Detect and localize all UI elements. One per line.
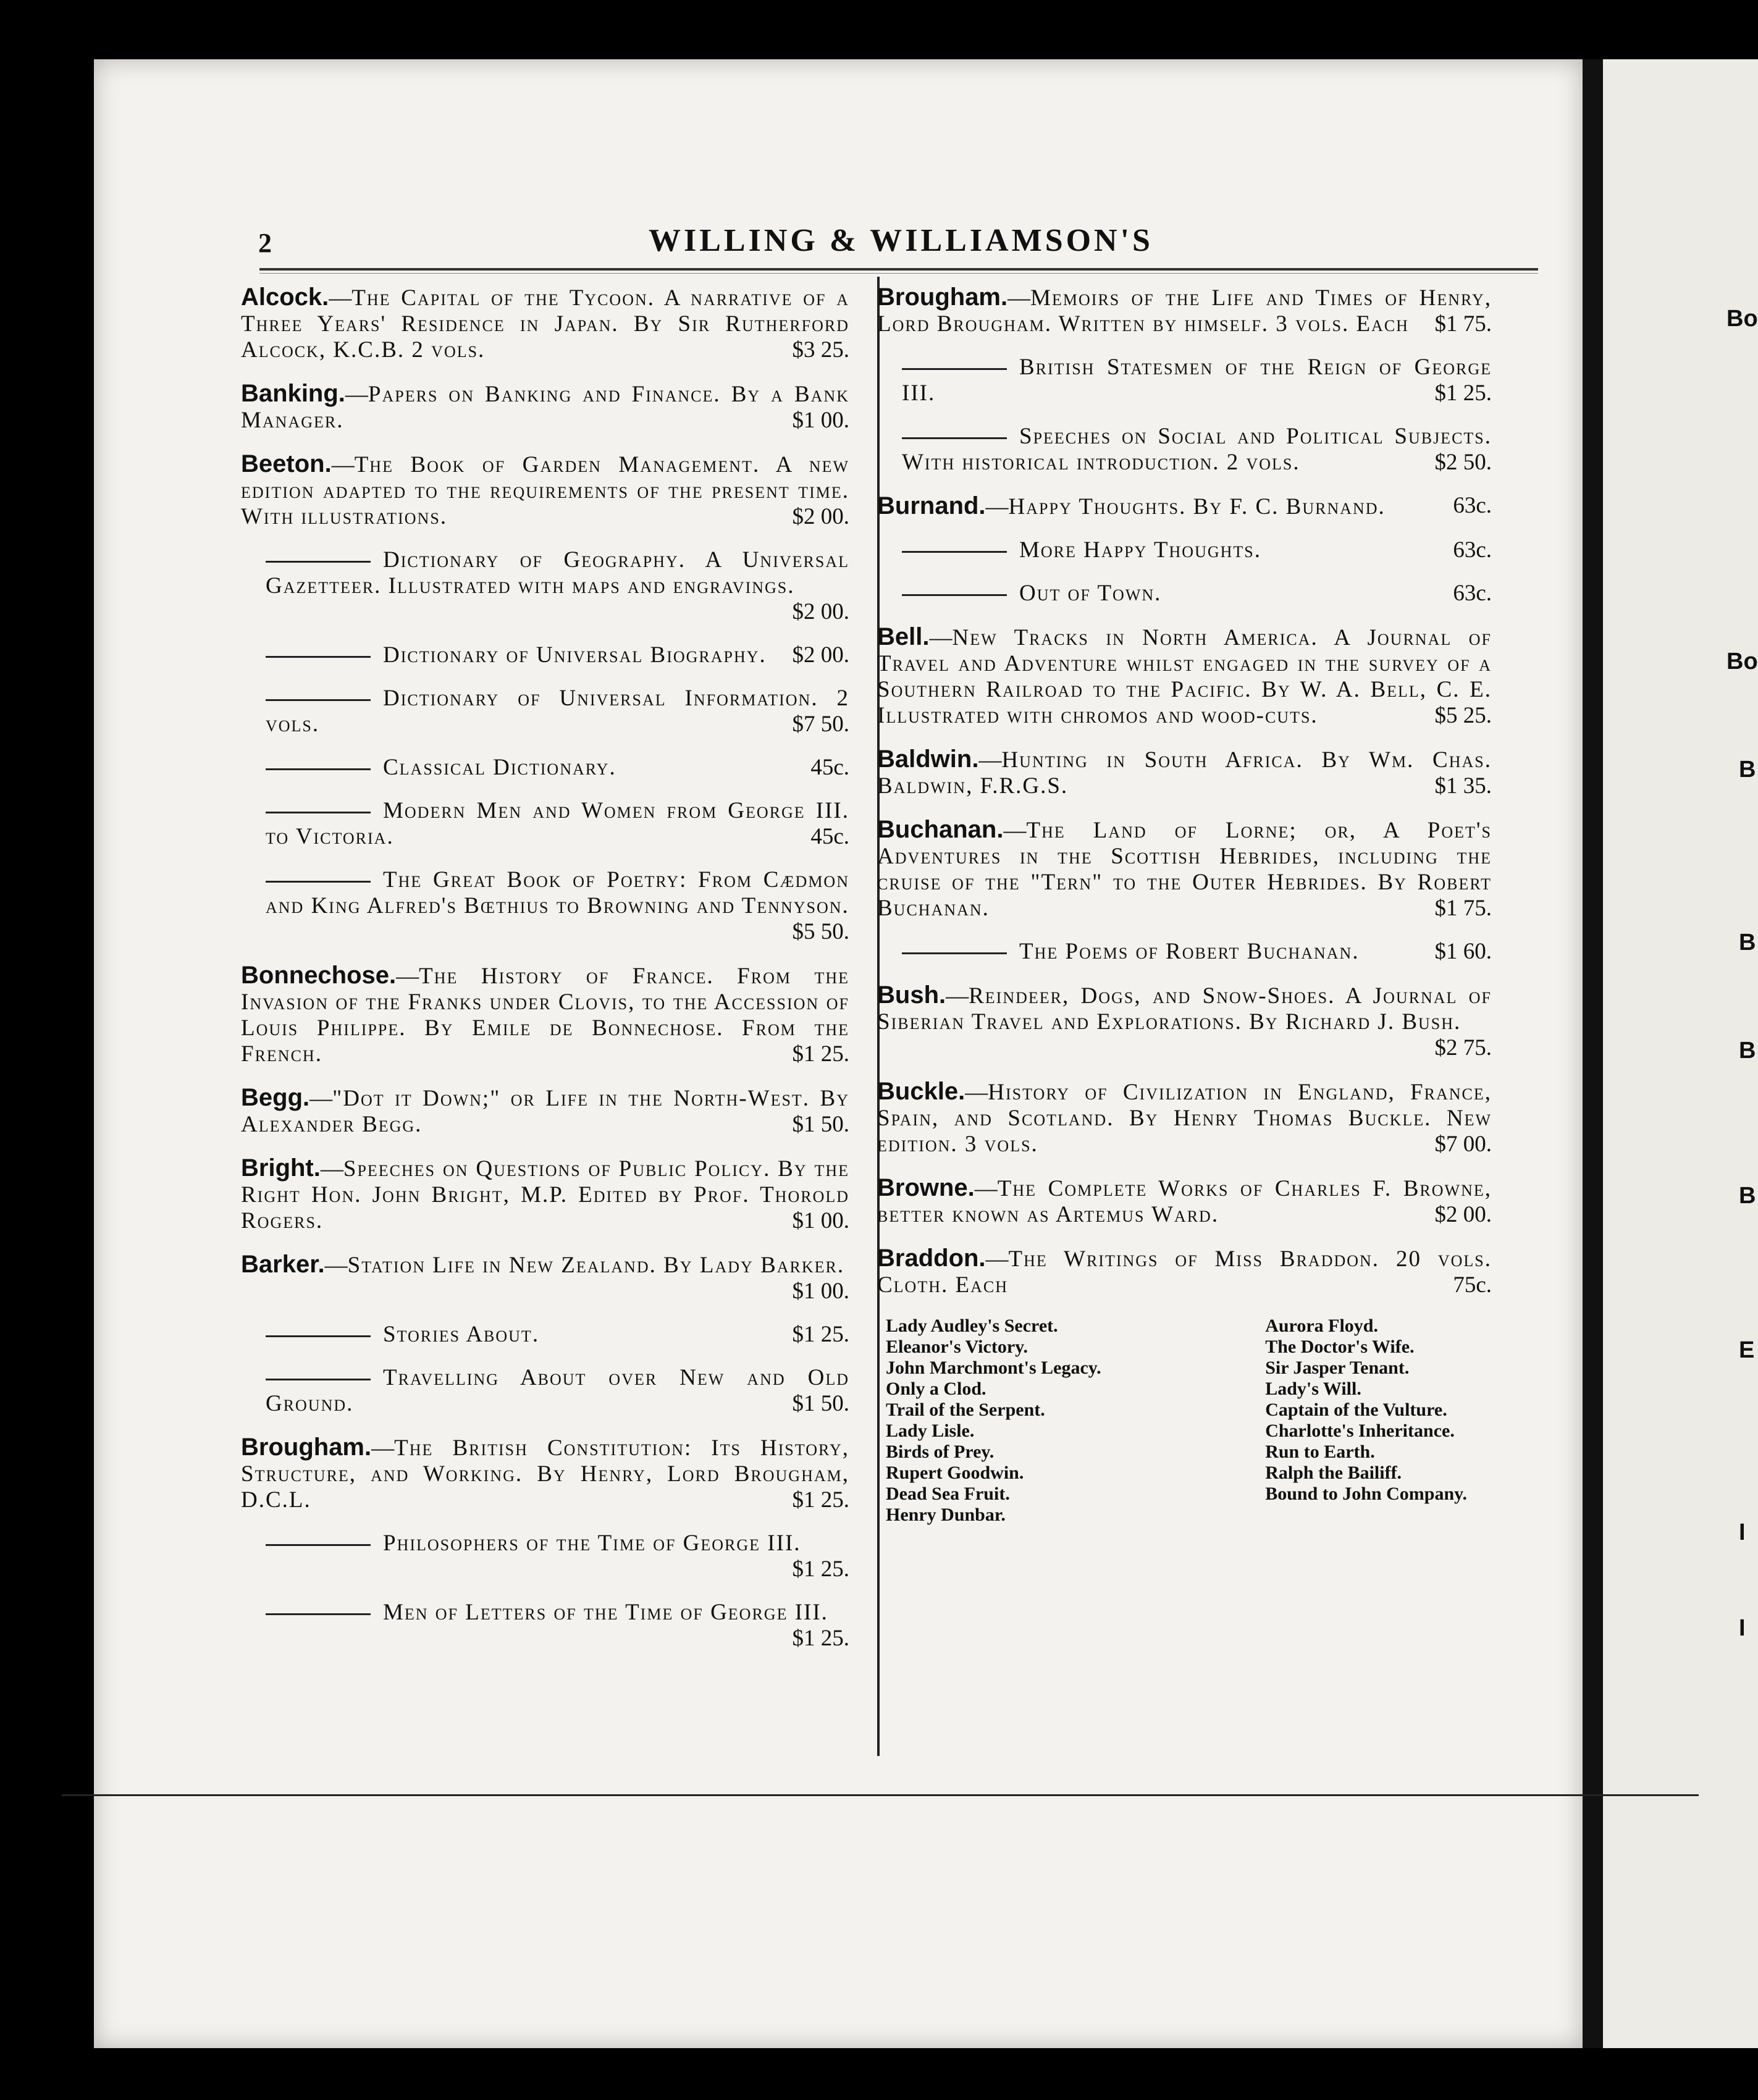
entry-separator: — [345, 382, 368, 407]
entry-price: $2 75. [1434, 1035, 1492, 1060]
entry-text: "Dot it Down;" or Life in the North-West. By Alexander Begg. [241, 1086, 849, 1137]
entry-author: Begg. [241, 1084, 310, 1111]
entry-text: The Complete Works of Charles F. Browne, better known as Artemus Ward. [877, 1176, 1492, 1227]
catalog-entry [877, 424, 1492, 476]
book-spine-shadow [1583, 59, 1603, 2048]
entry-separator: — [974, 1176, 998, 1201]
entry-author: Baldwin. [877, 746, 979, 773]
entry-price: $1 50. [792, 1112, 849, 1137]
catalog-entry [877, 624, 1492, 729]
entry-author: Bell. [877, 623, 930, 650]
entry-author: Bright. [241, 1154, 321, 1182]
novel-title: Rupert Goodwin. [886, 1463, 1024, 1483]
entry-text: Classical Dictionary. [383, 755, 616, 780]
novel-title: Bound to John Company. [1265, 1484, 1467, 1504]
entry-text: British Statesmen of the Reign of George III. [902, 355, 1492, 406]
entry-text: Out of Town. [1019, 581, 1162, 606]
facing-page-letter: Bo [1726, 649, 1758, 674]
catalog-entry [877, 1078, 1492, 1157]
catalog-entry [241, 1322, 849, 1348]
facing-page-edge [1603, 59, 1758, 2048]
entry-price: $2 00. [1434, 1202, 1492, 1227]
right-column [877, 284, 1492, 1526]
entry-price: 45c. [810, 824, 849, 849]
novel-title: Lady's Will. [1265, 1379, 1361, 1399]
entry-price: 45c. [810, 755, 849, 780]
entry-author: Brougham. [877, 284, 1008, 311]
entry-price: 63c. [1453, 493, 1492, 518]
catalog-entry [877, 982, 1492, 1061]
catalog-entry [877, 939, 1492, 965]
entry-author: Buchanan. [877, 816, 1004, 843]
ditto-rule [266, 1544, 371, 1546]
catalog-entry [877, 1175, 1492, 1228]
left-column [241, 284, 849, 1669]
novel-list-left [886, 1316, 1101, 1526]
entry-text: The History of France. From the Invasion of the Franks under Clovis, to the Accession of Louis Philippe. By Emile de Bonnechose. From the French. [241, 964, 849, 1067]
novel-title: Birds of Prey. [886, 1442, 995, 1462]
entry-text: Hunting in South Africa. By Wm. Chas. Baldwin, F.R.G.S. [877, 747, 1492, 799]
entry-author: Beeton. [241, 450, 332, 477]
entry-price: $2 50. [1434, 450, 1492, 475]
entry-price: $1 50. [792, 1391, 849, 1416]
entry-price: $1 25. [1434, 380, 1492, 406]
entry-author: Browne. [877, 1174, 975, 1201]
entry-text: Station Life in New Zealand. By Lady Barker. [347, 1253, 845, 1278]
novel-title: The Doctor's Wife. [1265, 1337, 1415, 1357]
ditto-rule [266, 881, 371, 883]
entry-text: Happy Thoughts. By F. C. Burnand. [1008, 494, 1386, 519]
entry-price: 63c. [1453, 581, 1492, 606]
catalog-entry [241, 686, 849, 737]
entry-price: $7 50. [792, 712, 849, 737]
entry-separator: — [331, 452, 355, 477]
facing-page-letter: B [1739, 757, 1756, 783]
catalog-entry [241, 1085, 849, 1138]
entry-price: $1 75. [1434, 896, 1492, 921]
catalog-entry [877, 1245, 1492, 1298]
entry-price: $5 50. [792, 919, 849, 944]
entry-separator: — [309, 1086, 333, 1111]
entry-author: Alcock. [241, 284, 329, 311]
catalog-entry [241, 1600, 849, 1652]
entry-price: $3 25. [792, 337, 849, 363]
catalog-entry [241, 1155, 849, 1234]
catalog-entry [241, 380, 849, 434]
entry-price: $1 25. [792, 1487, 849, 1513]
entry-price: $1 00. [792, 408, 849, 433]
entry-text: The Poems of Robert Buchanan. [1019, 939, 1360, 964]
catalog-entry [241, 1251, 849, 1304]
entry-author: Barker. [241, 1251, 325, 1278]
catalog-entry [241, 755, 849, 781]
entry-author: Bonnechose. [241, 962, 397, 989]
entry-text: Men of Letters of the Time of George III. [383, 1600, 828, 1625]
novel-title: Only a Clod. [886, 1379, 986, 1399]
page-number: 2 [258, 228, 272, 258]
ditto-rule [902, 551, 1007, 553]
entry-price: $7 00. [1434, 1132, 1492, 1157]
entry-price: $2 00. [792, 642, 849, 668]
entry-separator: — [985, 494, 1009, 519]
novel-title: Dead Sea Fruit. [886, 1484, 1010, 1504]
entry-text: Memoirs of the Life and Times of Henry, Lord Brougham. Written by himself. 3 vols. Each [877, 285, 1492, 337]
novel-title: Lady Lisle. [886, 1421, 975, 1441]
entry-price: $1 25. [792, 1556, 849, 1582]
facing-page-letter: B [1739, 1183, 1756, 1209]
entry-price: $5 25. [1434, 703, 1492, 728]
ditto-rule [266, 1335, 371, 1337]
entry-text: Dictionary of Geography. A Universal Gazetteer. Illustrated with maps and engravings. [266, 547, 849, 598]
ditto-rule [902, 368, 1007, 370]
entry-text: The Capital of the Tycoon. A narrative of a Three Years' Residence in Japan. By Sir Rutherford Alcock, K.C.B. 2 vols. [241, 285, 849, 363]
catalog-entry [877, 284, 1492, 337]
entry-price: $1 75. [1434, 311, 1492, 337]
facing-page-letter: B [1739, 1038, 1756, 1064]
entry-text: Speeches on Questions of Public Policy. By the Right Hon. John Bright, M.P. Edited by Prof. Thorold Rogers. [241, 1156, 849, 1233]
entry-text: History of Civilization in England, France, Spain, and Scotland. By Henry Thomas Buckle. New edition. 3 vols. [877, 1080, 1492, 1157]
novel-title: Lady Audley's Secret. [886, 1316, 1058, 1336]
catalog-entry [241, 867, 849, 945]
catalog-entry [241, 1434, 849, 1513]
entry-price: $1 00. [792, 1279, 849, 1304]
novel-title: Sir Jasper Tenant. [1265, 1358, 1410, 1378]
entry-author: Buckle. [877, 1078, 965, 1105]
ditto-rule [266, 656, 371, 658]
entry-separator: — [324, 1253, 348, 1278]
entry-text: Dictionary of Universal Information. 2 vols. [266, 686, 849, 737]
entry-separator: — [371, 1435, 395, 1461]
entry-text: The Great Book of Poetry: From Cædmon and King Alfred's Bœthius to Browning and Tennyson. [266, 867, 849, 918]
catalog-entry [877, 581, 1492, 607]
entry-price: $2 00. [792, 504, 849, 529]
entry-separator: — [320, 1156, 343, 1182]
facing-page-letter: I [1739, 1519, 1746, 1545]
header-rule [259, 268, 1538, 271]
entry-author: Banking. [241, 380, 345, 407]
entry-price: 75c. [1453, 1272, 1492, 1298]
entry-text: The Land of Lorne; or, A Poet's Adventures in the Scottish Hebrides, including the cruise of the "Tern" to the Outer Hebrides. By Robert Buchanan. [877, 818, 1492, 921]
entry-separator: — [1003, 818, 1027, 843]
novel-title: John Marchmont's Legacy. [886, 1358, 1101, 1378]
entry-author: Brougham. [241, 1434, 372, 1461]
ditto-rule [902, 437, 1007, 439]
catalog-entry [241, 547, 849, 625]
novel-title: Henry Dunbar. [886, 1505, 1006, 1525]
entry-separator: — [985, 1246, 1009, 1272]
catalog-entry [877, 817, 1492, 922]
ditto-rule [902, 952, 1007, 954]
ditto-rule [902, 594, 1007, 596]
novel-title: Trail of the Serpent. [886, 1400, 1045, 1420]
entry-author: Burnand. [877, 492, 986, 519]
entry-text: Reindeer, Dogs, and Snow-Shoes. A Journal of Siberian Travel and Explorations. By Richard J. Bush. [877, 983, 1492, 1035]
catalog-entry [877, 746, 1492, 799]
entry-price: $1 25. [792, 1626, 849, 1651]
novel-title: Run to Earth. [1265, 1442, 1375, 1462]
footer-rule [62, 1794, 1699, 1796]
entry-text: The British Constitution: Its History, Structure, and Working. By Henry, Lord Brougham, D.C.L. [241, 1435, 849, 1513]
entry-text: Philosophers of the Time of George III. [383, 1531, 801, 1556]
facing-page-letter: B [1739, 930, 1756, 956]
catalog-entry [241, 798, 849, 850]
entry-text: Dictionary of Universal Biography. [383, 642, 767, 668]
entry-text: The Book of Garden Management. A new edition adapted to the requirements of the present time. With illustrations. [241, 452, 849, 529]
header-rule-thin [259, 273, 1538, 274]
novel-title: Aurora Floyd. [1265, 1316, 1378, 1336]
catalog-entry [241, 642, 849, 668]
catalog-entry [877, 355, 1492, 406]
facing-page-letter: I [1739, 1615, 1746, 1641]
novel-title: Charlotte's Inheritance. [1265, 1421, 1455, 1441]
entry-separator: — [965, 1080, 988, 1105]
entry-text: The Writings of Miss Braddon. 20 vols. Cloth. Each [877, 1246, 1492, 1298]
catalog-entry [241, 284, 849, 363]
entry-price: 63c. [1453, 537, 1492, 563]
catalog-entry [241, 962, 849, 1067]
ditto-rule [266, 1379, 371, 1380]
entry-price: $1 60. [1434, 939, 1492, 964]
entry-text: More Happy Thoughts. [1019, 537, 1261, 563]
entry-separator: — [978, 747, 1002, 773]
entry-separator: — [929, 625, 953, 650]
novel-title: Ralph the Bailiff. [1265, 1463, 1402, 1483]
entry-price: $1 35. [1434, 773, 1492, 799]
entry-text: Stories About. [383, 1322, 540, 1347]
entry-price: $2 00. [792, 599, 849, 624]
entry-price: $1 25. [792, 1322, 849, 1347]
ditto-rule [266, 812, 371, 813]
entry-price: $1 25. [792, 1041, 849, 1067]
braddon-novel-list [877, 1316, 1492, 1526]
ditto-rule [266, 1613, 371, 1615]
entry-text: Speeches on Social and Political Subjects. With historical introduction. 2 vols. [902, 424, 1492, 475]
entry-separator: — [396, 964, 419, 989]
catalog-entry [877, 493, 1492, 520]
ditto-rule [266, 768, 371, 770]
catalog-entry [241, 1531, 849, 1582]
novel-title: Captain of the Vulture. [1265, 1400, 1447, 1420]
entry-author: Bush. [877, 981, 946, 1009]
catalog-entry [241, 1365, 849, 1417]
entry-author: Braddon. [877, 1245, 986, 1272]
ditto-rule [266, 699, 371, 701]
facing-page-letter: E [1739, 1337, 1755, 1363]
entry-text: Modern Men and Women from George III. to Victoria. [266, 798, 849, 849]
entry-separator: — [329, 285, 352, 311]
catalog-entry [241, 451, 849, 530]
catalog-entry [877, 537, 1492, 563]
entry-separator: — [946, 983, 969, 1009]
ditto-rule [266, 561, 371, 563]
novel-list-right [1265, 1316, 1467, 1526]
facing-page-letter: Bo [1726, 306, 1758, 332]
novel-title: Eleanor's Victory. [886, 1337, 1028, 1357]
entry-text: New Tracks in North America. A Journal of Travel and Adventure whilst engaged in the survey of a Southern Railroad to the Pacific. By W. A. Bell, C. E. Illustrated with chromos and wood-cuts. [877, 625, 1492, 728]
entry-text: Papers on Banking and Finance. By a Bank Manager. [241, 382, 849, 433]
entry-text: Travelling About over New and Old Ground. [266, 1365, 849, 1416]
running-title: WILLING & WILLIAMSON'S [649, 223, 1153, 258]
entry-separator: — [1007, 285, 1031, 311]
entry-price: $1 00. [792, 1208, 849, 1233]
